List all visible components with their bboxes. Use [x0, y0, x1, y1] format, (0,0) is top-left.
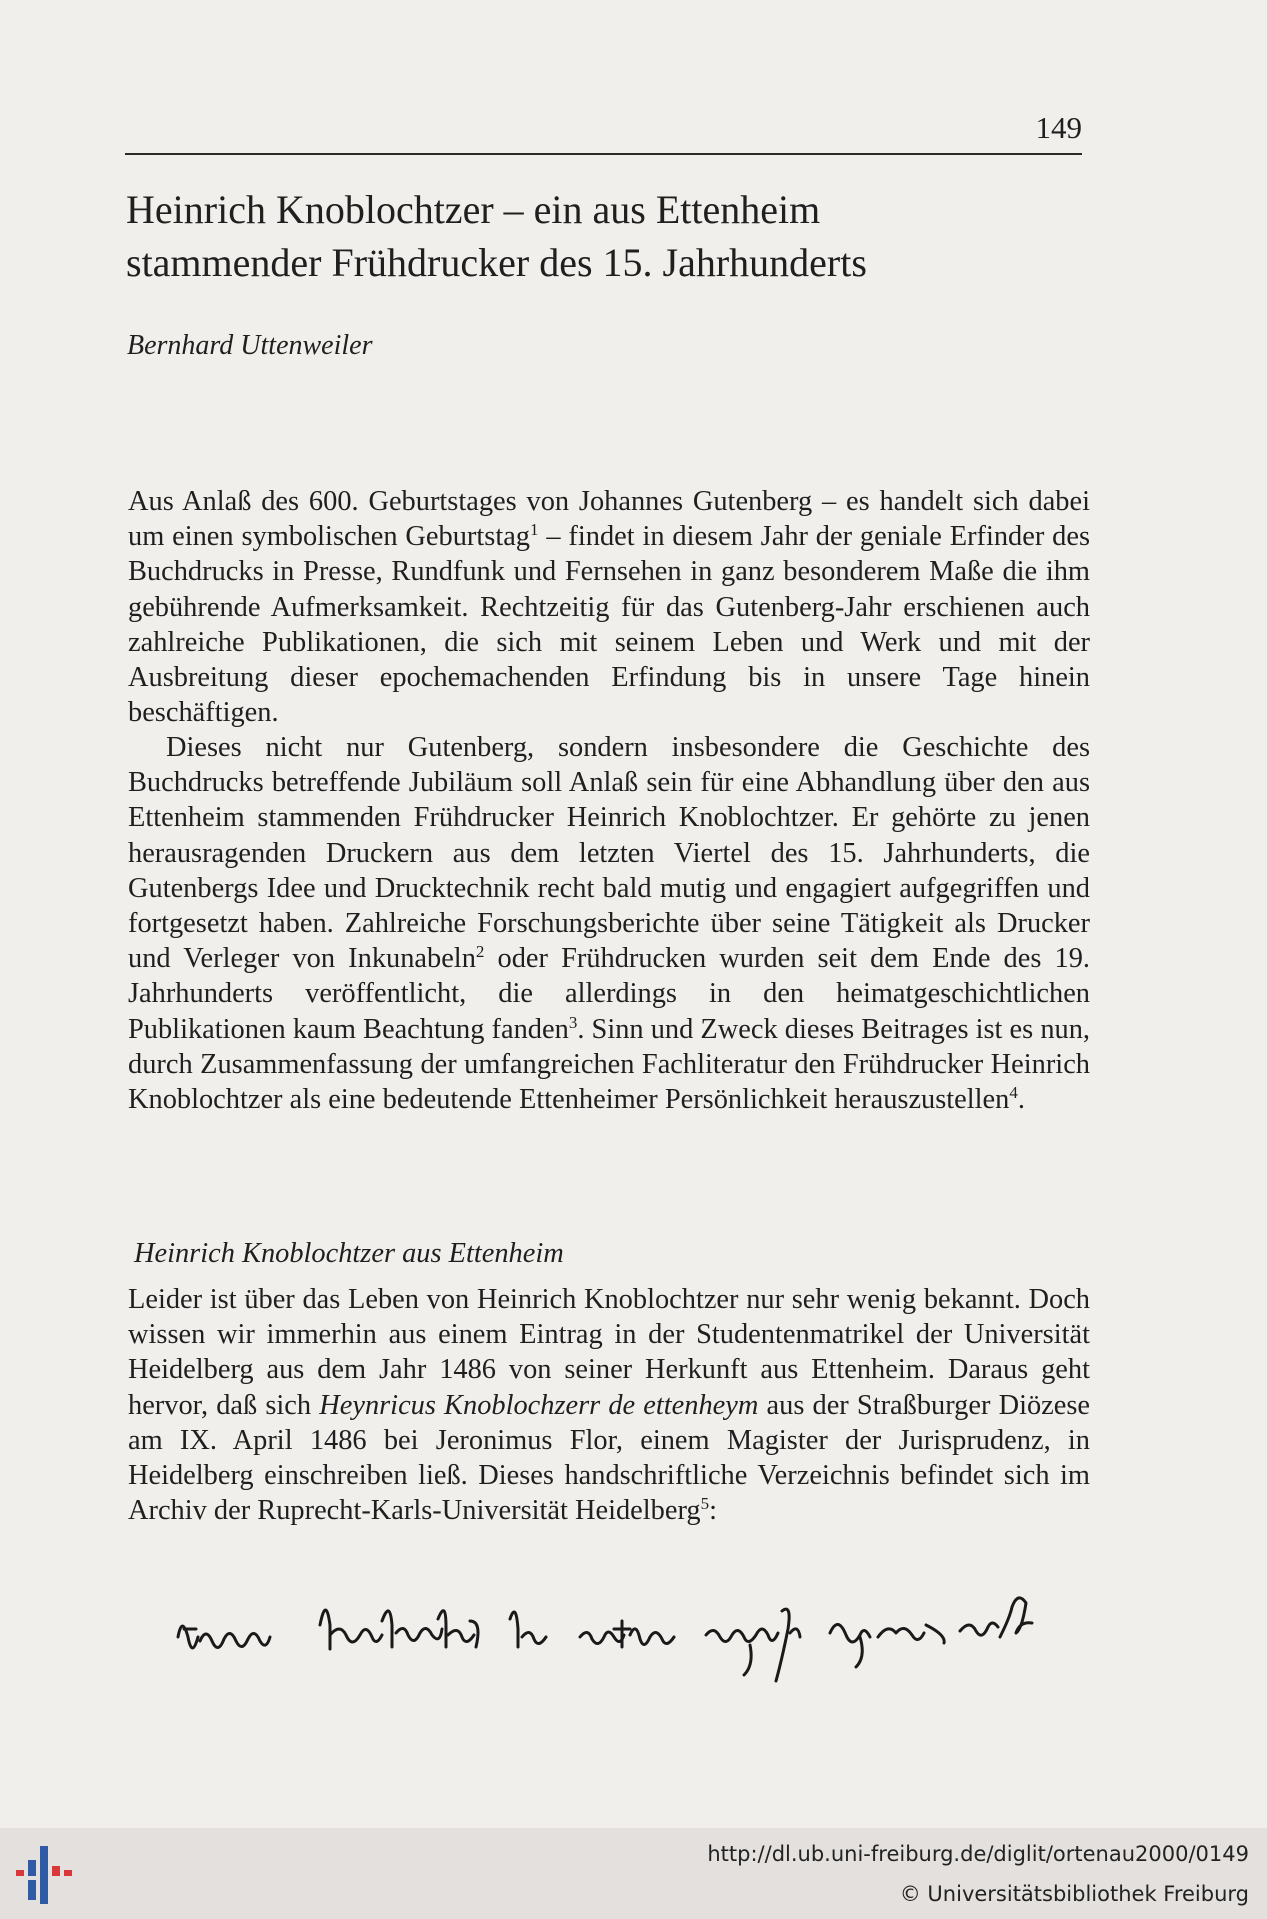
paragraph-2	[128, 730, 1090, 1117]
paragraph-2-text-d: .	[1017, 1084, 1025, 1116]
paragraph-3-text-c: :	[709, 1495, 717, 1527]
title-line-2: stammender Frühdrucker des 15. Jahrhunderts	[126, 240, 867, 285]
paragraph-1	[128, 484, 1090, 730]
footnote-ref-5: 5	[700, 1494, 710, 1514]
article-title	[126, 183, 1066, 289]
paragraph-1-text-b: – findet in diesem Jahr der geniale Erfinder des Buchdrucks in Presse, Rundfunk und Fernsehen in ganz besonderem Maße die ihm gebührende Aufmerksamkeit. Rechtzeitig für das Gutenberg-Jahr erschienen auch zahlreiche Publikationen, die sich mit seinem Leben und Werk und mit der Ausbreitung dieser epochemachenden Erfindung bis in unsere Tage hinein beschäftigen.	[128, 521, 1090, 729]
paragraph-3	[128, 1282, 1090, 1528]
author-name: Bernhard Uttenweiler	[127, 330, 373, 361]
library-logo-icon	[14, 1840, 78, 1910]
footer-bar	[0, 1828, 1267, 1919]
paragraph-3-text-b: aus der Straßburger Diözese am IX. April 1486 bei Jeronimus Flor, einem Magister der Jurisprudenz, in Heidelberg einschreiben ließ. Dieses handschriftliche Verzeichnis befindet sich im Archiv der Ruprecht-Karls-Universität Heidelberg	[128, 1389, 1091, 1527]
footnote-ref-3: 3	[568, 1012, 578, 1032]
footnote-ref-1: 1	[530, 520, 539, 540]
paragraph-1-text-a: Aus Anlaß des 600. Geburtstages von Johannes Gutenberg – es handelt sich dabei um einen symbolischen Geburtstag	[128, 486, 1090, 553]
footnote-ref-2: 2	[475, 942, 485, 962]
paragraph-2-text-a: Dieses nicht nur Gutenberg, sondern insbesondere die Geschichte des Buchdrucks betreffende Jubiläum soll Anlaß sein für eine Abhandlung über den aus Ettenheim stammenden Frühdrucker Heinrich Knoblochtzer. Er gehörte zu jenen herausragenden Druckern aus dem letzten Viertel des 15. Jahrhunderts, die Gutenbergs Idee und Drucktechnik recht bald mutig und engagiert aufgegriffen und fortgesetzt haben. Zahlreiche Forschungsberichte über seine Tätigkeit als Drucker und Verleger von Inkunabeln	[128, 732, 1090, 975]
footer-url-link[interactable]: http://dl.ub.uni-freiburg.de/diglit/ortenau2000/0149	[707, 1842, 1249, 1866]
header-rule	[125, 153, 1082, 155]
page-number: 149	[1035, 110, 1082, 145]
paragraph-2-text-b: oder Frühdrucken wurden seit dem Ende des 19. Jahrhunderts veröffentlicht, die allerdings in den heimatgeschichtlichen Publikationen kaum Beachtung fanden	[128, 943, 1090, 1045]
title-line-1: Heinrich Knoblochtzer – ein aus Ettenheim	[126, 187, 821, 232]
paragraph-2-text-c: . Sinn und Zweck dieses Beitrages ist es nun, durch Zusammenfassung der umfangreichen Fachliteratur den Frühdrucker Heinrich Knoblochtzer als eine bedeutende Ettenheimer Persönlichkeit herauszustellen	[128, 1013, 1091, 1116]
section-heading: Heinrich Knoblochtzer aus Ettenheim	[134, 1238, 564, 1269]
footnote-ref-4: 4	[1009, 1083, 1018, 1103]
paragraph-3-text-a: Leider ist über das Leben von Heinrich Knoblochtzer nur sehr wenig bekannt. Doch wissen wir immerhin aus einem Eintrag in der Studentenmatrikel der Universität Heidelberg aus dem Jahr 1486 von seiner Herkunft aus Ettenheim. Daraus geht hervor, daß sich	[128, 1284, 1090, 1421]
handwritten-matriculation-entry	[170, 1585, 1075, 1695]
latin-name: Heynricus Knoblochzerr de ettenheym	[319, 1389, 759, 1421]
footer-copyright: © Universitätsbibliothek Freiburg	[899, 1882, 1249, 1906]
